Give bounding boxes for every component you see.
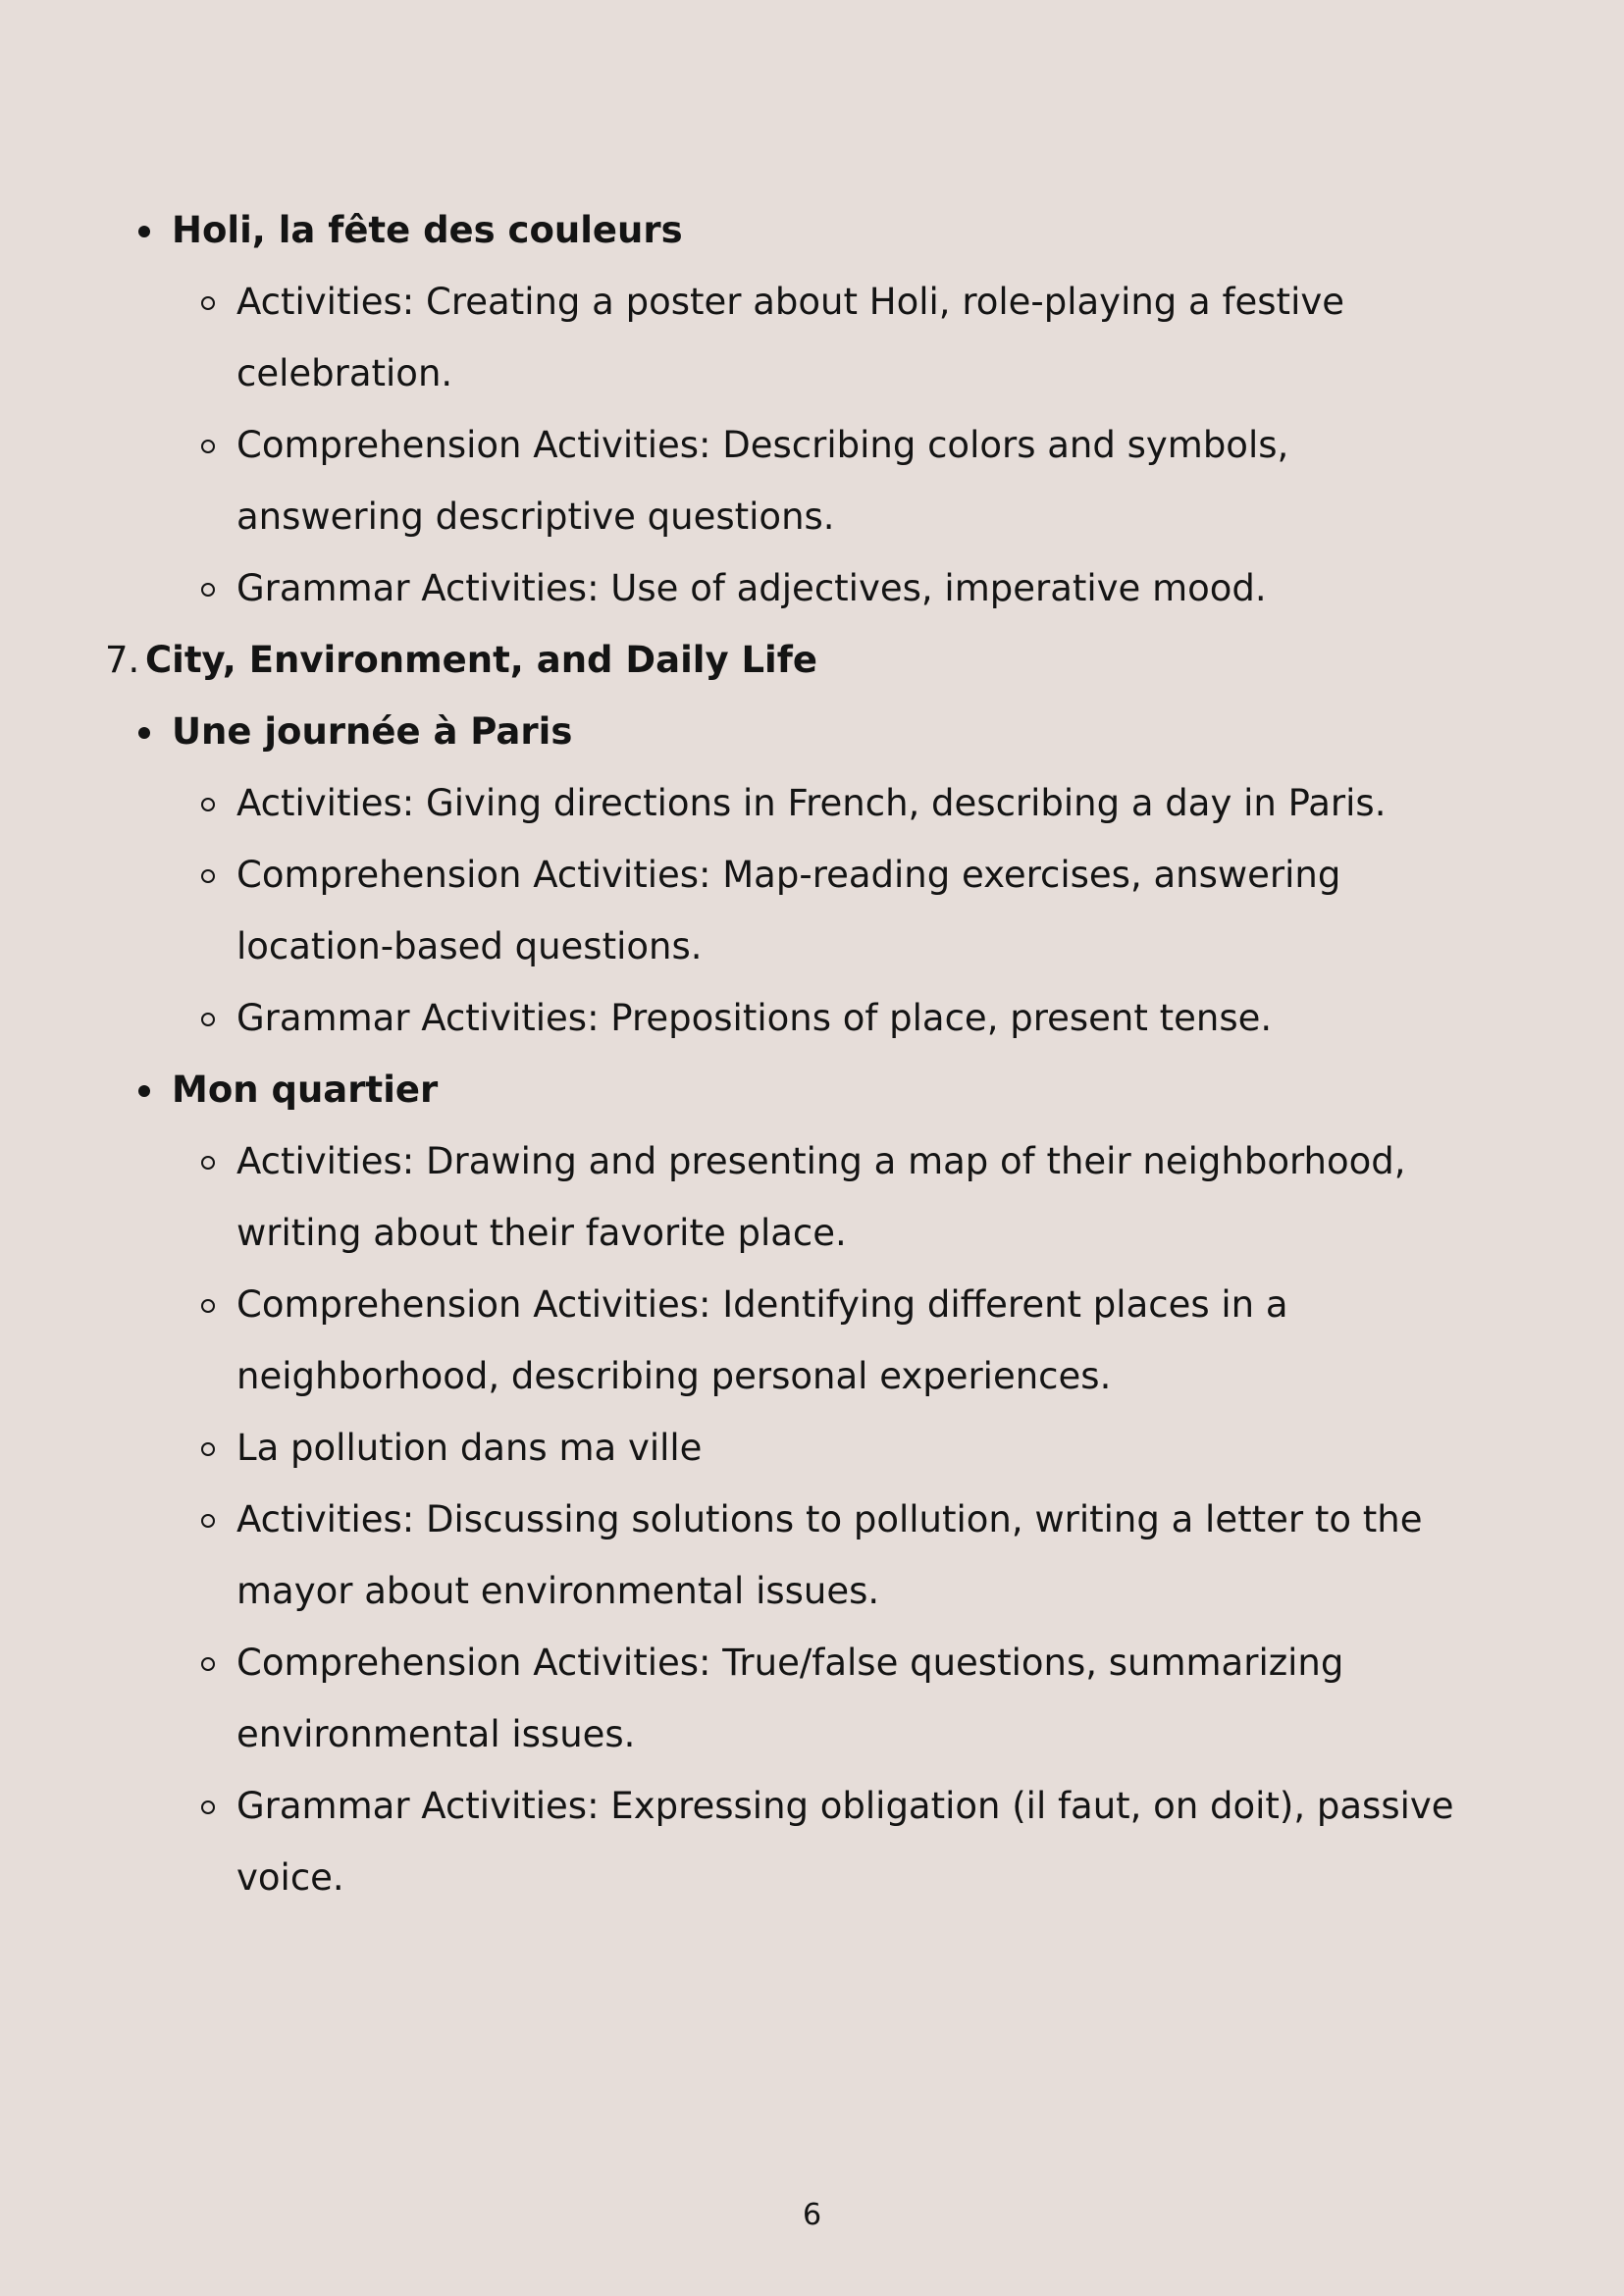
page-number: 6 xyxy=(802,2198,822,2232)
list-item xyxy=(0,1484,1624,1555)
bullet-item-holi xyxy=(0,194,1624,266)
bullet-circle-icon xyxy=(201,1800,215,1814)
list-item xyxy=(0,266,1624,338)
list-item xyxy=(0,1627,1624,1698)
bullet-disc-icon xyxy=(138,226,150,237)
list-item-text: La pollution dans ma ville xyxy=(236,1427,703,1469)
list-item-text: Comprehension Activities: True/false questions, summarizing xyxy=(236,1642,1344,1684)
bullet-circle-icon xyxy=(201,1514,215,1528)
subsection-title-paris: Une journée à Paris xyxy=(172,710,573,753)
list-item-text: Comprehension Activities: Identifying different places in a xyxy=(236,1283,1288,1326)
list-item-text: Comprehension Activities: Describing colors and symbols, xyxy=(236,424,1289,466)
list-item-continuation xyxy=(0,1197,1624,1269)
list-item-continuation xyxy=(0,1555,1624,1627)
document-body xyxy=(0,194,1624,1913)
list-item-continuation xyxy=(0,1698,1624,1770)
list-item-text: Grammar Activities: Prepositions of place, present tense. xyxy=(236,997,1273,1039)
list-item-text: celebration. xyxy=(236,352,453,394)
bullet-circle-icon xyxy=(201,296,215,310)
bullet-circle-icon xyxy=(201,1156,215,1170)
list-item-text: answering descriptive questions. xyxy=(236,496,835,538)
list-item xyxy=(0,982,1624,1054)
bullet-circle-icon xyxy=(201,798,215,811)
numbered-heading-city xyxy=(0,624,1624,696)
list-item-continuation xyxy=(0,481,1624,552)
subsection-title-holi: Holi, la fête des couleurs xyxy=(172,209,683,251)
bullet-circle-icon xyxy=(201,1013,215,1026)
bullet-disc-icon xyxy=(138,1085,150,1097)
bullet-circle-icon xyxy=(201,1657,215,1671)
section-title-city: City, Environment, and Daily Life xyxy=(145,639,817,681)
list-item-text: writing about their favorite place. xyxy=(236,1212,847,1254)
list-item-text: mayor about environmental issues. xyxy=(236,1570,880,1612)
bullet-disc-icon xyxy=(138,727,150,739)
bullet-circle-icon xyxy=(201,583,215,597)
list-item xyxy=(0,767,1624,839)
list-item-continuation xyxy=(0,1842,1624,1913)
list-item-text: voice. xyxy=(236,1856,344,1899)
list-item-continuation xyxy=(0,1340,1624,1412)
subsection-title-quartier: Mon quartier xyxy=(172,1069,439,1111)
list-item-text: Grammar Activities: Use of adjectives, imperative mood. xyxy=(236,567,1267,609)
bullet-item-quartier xyxy=(0,1054,1624,1125)
list-item-text: Activities: Discussing solutions to pollution, writing a letter to the xyxy=(236,1498,1423,1540)
list-item-text: neighborhood, describing personal experiences. xyxy=(236,1355,1112,1397)
list-item-text: Activities: Creating a poster about Holi, role-playing a festive xyxy=(236,281,1345,323)
list-item xyxy=(0,409,1624,481)
section-number: 7. xyxy=(105,639,140,681)
list-item xyxy=(0,1770,1624,1842)
list-item-text: Activities: Giving directions in French, describing a day in Paris. xyxy=(236,782,1387,824)
list-item-continuation xyxy=(0,911,1624,982)
list-item-continuation xyxy=(0,338,1624,409)
bullet-circle-icon xyxy=(201,1299,215,1313)
list-item xyxy=(0,1412,1624,1484)
list-item-text: Comprehension Activities: Map-reading exercises, answering xyxy=(236,854,1341,896)
list-item-text: Activities: Drawing and presenting a map of their neighborhood, xyxy=(236,1140,1406,1182)
list-item-text: environmental issues. xyxy=(236,1713,636,1755)
list-item xyxy=(0,1125,1624,1197)
list-item-text: location-based questions. xyxy=(236,925,703,967)
list-item xyxy=(0,1269,1624,1340)
list-item xyxy=(0,552,1624,624)
list-item xyxy=(0,839,1624,911)
bullet-item-paris xyxy=(0,696,1624,767)
bullet-circle-icon xyxy=(201,1442,215,1456)
bullet-circle-icon xyxy=(201,440,215,453)
list-item-text: Grammar Activities: Expressing obligation (il faut, on doit), passive xyxy=(236,1785,1454,1827)
bullet-circle-icon xyxy=(201,869,215,883)
